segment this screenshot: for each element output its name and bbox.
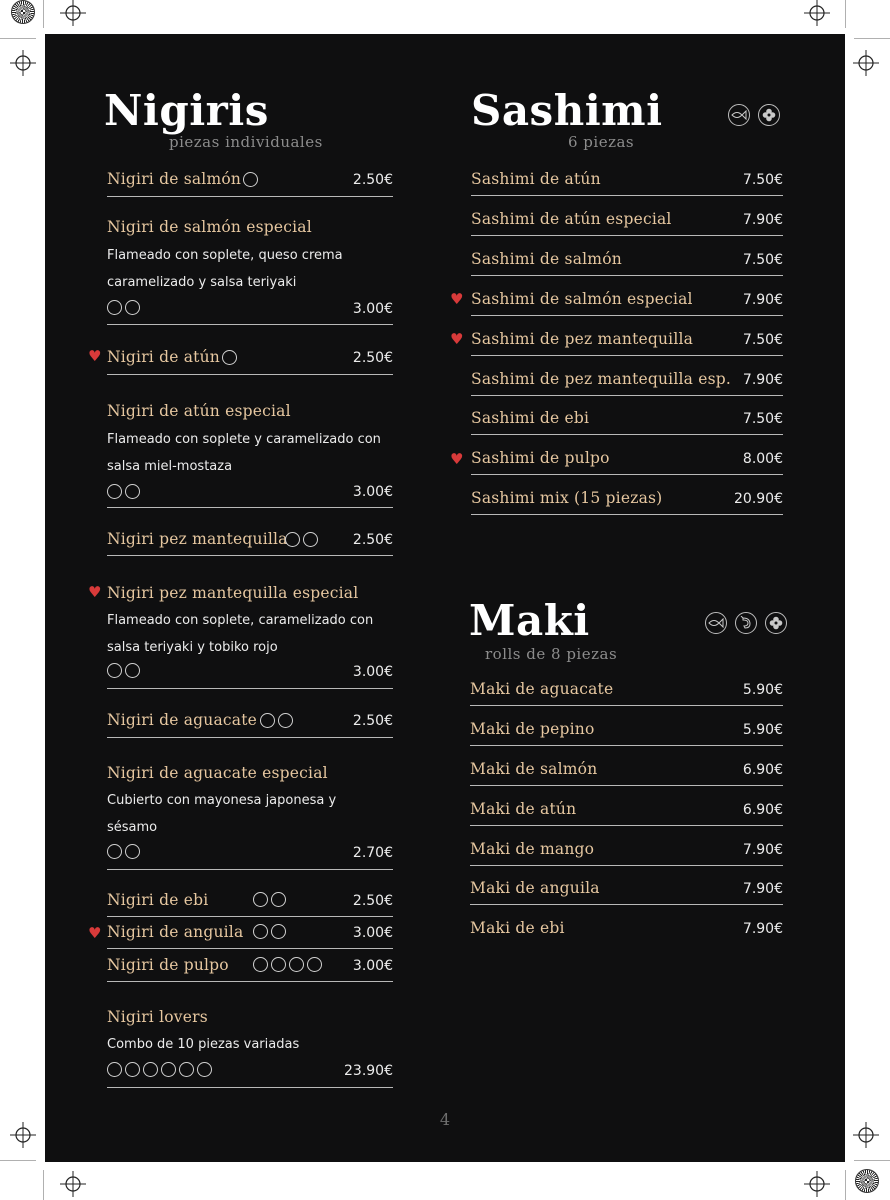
pieces-indicator [222, 350, 237, 365]
item-price: 7.90€ [742, 921, 783, 937]
page-number: 4 [439, 1110, 451, 1129]
menu-item [471, 487, 783, 515]
item-description: salsa miel-mostaza [107, 459, 233, 474]
crosshair-icon [804, 0, 830, 26]
shrimp-icon [735, 612, 757, 634]
item-description: Flameado con soplete, queso crema [107, 248, 343, 263]
item-name: Nigiri pez mantequilla especial [107, 584, 359, 602]
menu-item [470, 877, 783, 905]
item-name: Nigiri de ebi [107, 891, 209, 909]
pieces-indicator [107, 484, 140, 499]
item-price: 7.90€ [742, 372, 783, 388]
flower-icon [758, 104, 780, 126]
item-name: Sashimi de atún [471, 170, 601, 188]
pieces-indicator [253, 892, 286, 907]
item-name: Maki de atún [470, 800, 577, 818]
menu-item [470, 917, 783, 944]
item-name: Sashimi de salmón especial [471, 290, 693, 308]
item-name: Nigiri de anguila [107, 923, 244, 941]
menu-page [45, 34, 845, 1162]
maki-icons [705, 612, 787, 634]
menu-item [107, 168, 393, 197]
trim-line [845, 0, 846, 28]
trim-line [0, 38, 36, 39]
item-name: Nigiri de aguacate especial [107, 764, 328, 782]
item-price: 3.00€ [352, 958, 393, 974]
section-title: Nigiris [104, 86, 269, 135]
crosshair-icon [804, 1171, 830, 1197]
menu-item [471, 328, 783, 356]
menu-item [470, 838, 783, 866]
heart-icon: ♥ [88, 583, 102, 601]
item-description: Combo de 10 piezas variadas [107, 1037, 300, 1052]
item-name: Sashimi mix (15 piezas) [471, 489, 663, 507]
registration-sunburst-icon [11, 0, 35, 24]
pieces-indicator [253, 957, 322, 972]
item-name: Sashimi de pez mantequilla [471, 330, 694, 348]
section-title: Sashimi [471, 86, 663, 135]
item-name: Nigiri de atún [107, 348, 220, 366]
pieces-indicator [107, 1062, 212, 1077]
menu-item [107, 921, 393, 949]
sashimi-icons [728, 104, 780, 126]
menu-item [470, 678, 783, 706]
section-subtitle: 6 piezas [568, 133, 635, 151]
menu-item [471, 368, 783, 396]
fish-icon [728, 104, 750, 126]
trim-line [43, 0, 44, 28]
trim-line [43, 1170, 44, 1200]
item-name: Nigiri pez mantequilla [107, 530, 288, 548]
pieces-indicator [260, 713, 293, 728]
item-name: Sashimi de salmón [471, 250, 622, 268]
trim-line [845, 1170, 846, 1200]
item-name: Sashimi de atún especial [471, 210, 672, 228]
crosshair-icon [60, 1171, 86, 1197]
item-price: 6.90€ [742, 762, 783, 778]
item-price: 7.50€ [742, 252, 783, 268]
item-price: 3.00€ [352, 664, 393, 680]
item-name: Nigiri de salmón especial [107, 218, 312, 236]
item-price: 2.50€ [352, 172, 393, 188]
menu-item [107, 582, 393, 689]
crosshair-icon [10, 50, 36, 76]
item-name: Maki de anguila [470, 879, 600, 897]
item-price: 7.50€ [742, 411, 783, 427]
heart-icon: ♥ [88, 924, 102, 942]
menu-item [471, 407, 783, 435]
item-name: Maki de salmón [470, 760, 598, 778]
item-name: Sashimi de ebi [471, 409, 590, 427]
item-price: 7.50€ [742, 332, 783, 348]
pieces-indicator [107, 300, 140, 315]
item-name: Sashimi de pulpo [471, 449, 610, 467]
trim-line [854, 38, 890, 39]
menu-item [107, 346, 393, 375]
pieces-indicator [285, 532, 318, 547]
heart-icon: ♥ [450, 330, 464, 348]
menu-item [107, 762, 393, 870]
menu-item [471, 288, 783, 316]
menu-item [471, 168, 783, 196]
menu-item [470, 758, 783, 786]
menu-item [471, 447, 783, 475]
item-price: 7.90€ [742, 842, 783, 858]
item-name: Nigiri lovers [107, 1008, 208, 1026]
item-price: 7.90€ [742, 881, 783, 897]
item-description: caramelizado y salsa teriyaki [107, 275, 297, 290]
item-name: Maki de aguacate [470, 680, 614, 698]
item-price: 2.70€ [352, 845, 393, 861]
fish-icon [705, 612, 727, 634]
item-name: Nigiri de aguacate [107, 711, 258, 729]
pieces-indicator [107, 663, 140, 678]
item-description: Flameado con soplete y caramelizado con [107, 432, 381, 447]
item-name: Nigiri de atún especial [107, 402, 291, 420]
item-price: 2.50€ [352, 350, 393, 366]
menu-item [470, 718, 783, 746]
registration-sunburst-icon [855, 1169, 879, 1193]
menu-item [107, 954, 393, 982]
item-description: Cubierto con mayonesa japonesa y [107, 793, 337, 808]
crosshair-icon [853, 1122, 879, 1148]
menu-item [107, 528, 393, 556]
crosshair-icon [853, 50, 879, 76]
item-price: 2.50€ [352, 532, 393, 548]
item-price: 5.90€ [742, 722, 783, 738]
crosshair-icon [60, 0, 86, 26]
heart-icon: ♥ [88, 347, 102, 365]
flower-icon [765, 612, 787, 634]
item-name: Maki de pepino [470, 720, 595, 738]
item-description: salsa teriyaki y tobiko rojo [107, 640, 278, 655]
menu-item [107, 709, 393, 738]
item-price: 7.90€ [742, 212, 783, 228]
item-price: 5.90€ [742, 682, 783, 698]
crosshair-icon [10, 1122, 36, 1148]
item-price: 3.00€ [352, 484, 393, 500]
item-description: sésamo [107, 820, 158, 835]
menu-item [471, 248, 783, 276]
section-subtitle: rolls de 8 piezas [485, 645, 618, 663]
heart-icon: ♥ [450, 450, 464, 468]
menu-item [470, 798, 783, 826]
pieces-indicator [107, 844, 140, 859]
item-price: 3.00€ [352, 925, 393, 941]
item-price: 2.50€ [352, 893, 393, 909]
section-subtitle: piezas individuales [169, 133, 323, 151]
pieces-indicator [243, 172, 258, 187]
heart-icon: ♥ [450, 290, 464, 308]
item-name: Maki de ebi [470, 919, 565, 937]
item-price: 2.50€ [352, 713, 393, 729]
item-price: 7.90€ [742, 292, 783, 308]
item-name: Sashimi de pez mantequilla esp. [471, 370, 731, 388]
menu-item [107, 216, 393, 325]
item-price: 7.50€ [742, 172, 783, 188]
item-price: 23.90€ [344, 1063, 393, 1079]
trim-line [0, 1160, 36, 1161]
menu-item [107, 1006, 393, 1088]
trim-line [854, 1160, 890, 1161]
item-name: Nigiri de salmón [107, 170, 242, 188]
pieces-indicator [253, 924, 286, 939]
item-name: Maki de mango [470, 840, 595, 858]
item-price: 3.00€ [352, 301, 393, 317]
item-price: 8.00€ [742, 451, 783, 467]
menu-item [471, 208, 783, 236]
item-name: Nigiri de pulpo [107, 956, 229, 974]
item-price: 20.90€ [734, 491, 783, 507]
item-price: 6.90€ [742, 802, 783, 818]
section-title: Maki [469, 596, 590, 645]
item-description: Flameado con soplete, caramelizado con [107, 613, 374, 628]
menu-item [107, 400, 393, 508]
menu-item [107, 889, 393, 917]
